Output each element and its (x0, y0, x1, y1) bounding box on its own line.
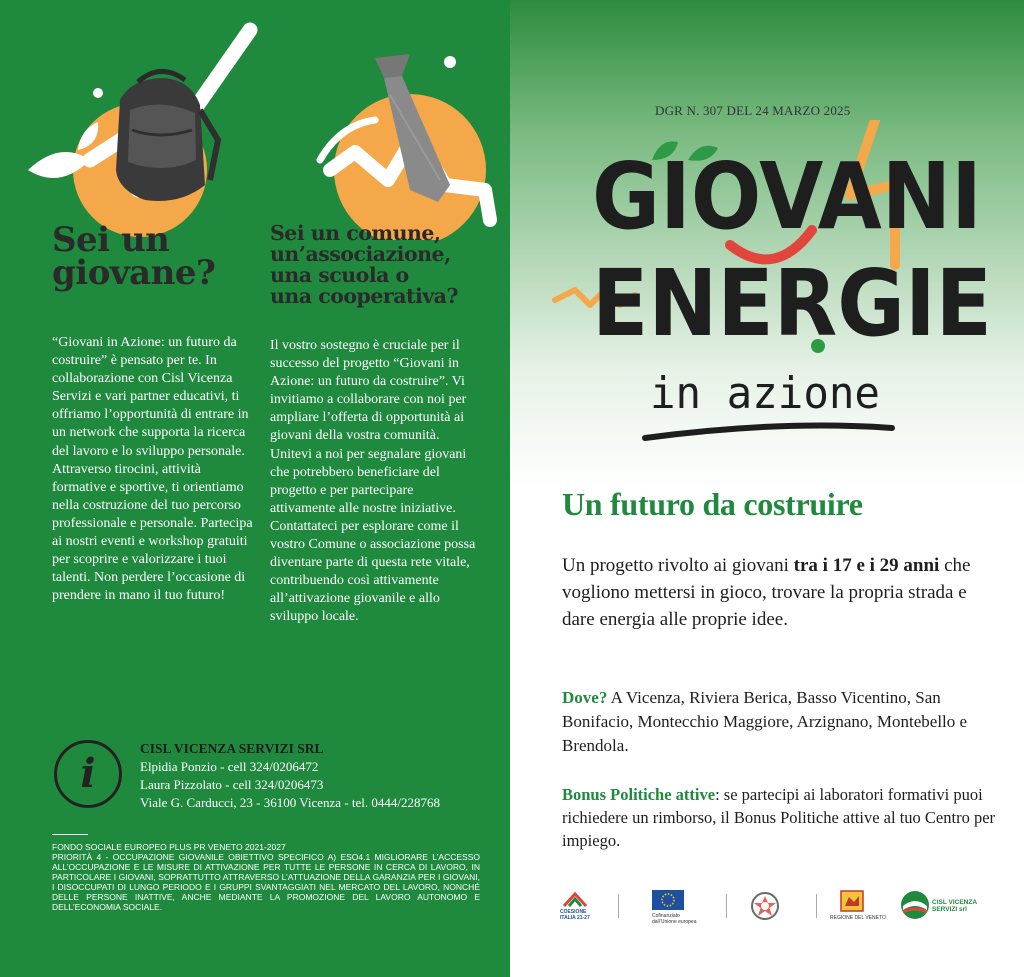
right-panel (510, 0, 1024, 977)
tie-illustration (280, 40, 510, 240)
footer-body: PRIORITÀ 4 - OCCUPAZIONE GIOVANILE OBIETTIVO SPECIFICO A) ESO4.1 MIGLIORARE L’ACCESSO ALL’OCCUPAZIONE E LE MISURE DI ATTIVAZIONE PER TUTTE LE PERSONE IN CERCA DI LAVORO, IN PARTICOLARE I GIOVANI, SOPRATTUTTO ATTRAVERSO L’ATTUAZIONE DELLA GARANZIA PER I GIOVANI, I DISOCCUPATI DI LUNGO PERIODO E I GRUPPI SVANTAGGIATI NEL MERCATO DEL LAVORO, NONCHÉ DELLE PERSONE INATTIVE, ANCHE MEDIANTE LA PROMOZIONE DEL LAVORO AUTONOMO E DELL’ECONOMIA SOCIALE. (52, 852, 480, 912)
logo-line3: in azione (650, 368, 880, 419)
contact-line1: Elpidia Ponzio - cell 324/0206472 (140, 759, 319, 774)
eu-flag-icon (652, 890, 684, 910)
logo-line2: ENERGIE (592, 250, 992, 357)
info-symbol: i (80, 750, 96, 797)
logo-line1: GIOVANI (592, 143, 982, 250)
backpack-illustration (20, 10, 260, 240)
contact-name: CISL VICENZA SERVIZI SRL (140, 741, 324, 756)
bonus-label: Bonus Politiche attive (562, 785, 716, 804)
footer-line1: FONDO SOCIALE EUROPEO PLUS PR VENETO 2021-2027 (52, 842, 286, 852)
coesione-logo (560, 890, 590, 926)
col1-title (52, 220, 262, 293)
cisl-text-2: SERVIZI srl (932, 906, 967, 913)
veneto-text: REGIONE DEL VENETO (830, 915, 886, 921)
footer-legal (52, 842, 480, 912)
white-dot (93, 88, 103, 98)
intro-pre: Un progetto rivolto ai giovani (562, 555, 789, 576)
info-icon (54, 740, 122, 808)
bonus-body: : se partecipi ai laboratori formativi puoi richiedere un rimborso, il Bonus Politiche attive al tuo Centro per impiego. (562, 785, 996, 850)
cisl-logo (900, 890, 980, 926)
intro-age: tra i 17 e i 29 anni (793, 555, 940, 576)
eu-text-1: Cofinanziato (652, 913, 680, 919)
footer-divider (52, 834, 88, 835)
veneto-logo (830, 890, 900, 926)
giovani-energie-logo (550, 120, 1000, 450)
cisl-text-1: CISL VICENZA (932, 899, 978, 906)
col2-title-line2: un’associazione, (270, 242, 451, 266)
logo-separator (726, 894, 727, 918)
coesione-text-2: ITALIA 21-27 (560, 915, 590, 921)
cisl-icon (900, 890, 930, 920)
contact-line2: Laura Pizzolato - cell 324/0206473 (140, 777, 324, 792)
col2-title (270, 223, 500, 307)
dove-label: Dove? (562, 688, 608, 707)
dgr-reference: DGR N. 307 DEL 24 MARZO 2025 (655, 103, 851, 118)
col2-body (270, 337, 476, 627)
col2-body-p1: Il vostro sostegno è cruciale per il successo del progetto “Giovani in Azione: un futuro da costruire”. Vi invitiamo a collaborare con noi per ampliare l’offerta di opportunità ai giovani della vostra comunità. (270, 338, 467, 444)
col2-body-p2: Unitevi a noi per segnalare giovani che potrebbero beneficiare del progetto e per partecipare attivamente alle nostre iniziative. (270, 446, 467, 516)
col1-title-line2: giovane? (52, 253, 216, 293)
eu-text-2: dall’Unione europea (652, 919, 697, 925)
col2-title-line4: una cooperativa? (270, 284, 458, 308)
dove-body: A Vicenza, Riviera Berica, Basso Vicentino, San Bonifacio, Montecchio Maggiore, Arzignano, Montebello e Brendola. (562, 688, 968, 755)
eu-logo (652, 890, 702, 926)
contact-block (140, 740, 440, 812)
coesione-icon (560, 890, 590, 908)
logo-separator (816, 894, 817, 918)
underline-stroke (645, 426, 892, 438)
col2-title-line1: Sei un comune, (270, 221, 441, 245)
dove-text (562, 686, 1002, 758)
logo-separator (618, 894, 619, 918)
bonus-text (562, 783, 1002, 852)
intro-text (562, 552, 1002, 633)
col2-title-line3: una scuola o (270, 263, 409, 287)
partner-logos (560, 886, 980, 930)
italian-republic-emblem-icon (750, 890, 780, 922)
col1-body: “Giovani in Azione: un futuro da costruire” è pensato per te. In collaborazione con Cisl Vicenza Servizi e vari partner educativi, ti offriamo l’opportunità di entrare in un network che supporta la ricerca del lavoro e lo sviluppo personale. Attraverso tirocini, attività formative e sportive, ti orientiamo nella costruzione del tuo percorso professionale e personale. Partecipa ai nostri eventi e workshop gratuiti per scoprire e valorizzare i tuoi talenti. Non perdere l’occasione di prendere in mano il tuo futuro! (52, 335, 253, 604)
col1-title-line1: Sei un (52, 220, 170, 260)
left-panel (0, 0, 510, 977)
headline: Un futuro da costruire (562, 486, 863, 522)
white-dot-2 (444, 56, 456, 68)
intro-post: che vogliono mettersi in gioco, trovare la propria strada e dare energia alle proprie idee. (562, 555, 971, 630)
veneto-lion-icon (840, 890, 864, 912)
coesione-text-1: COESIONE (560, 909, 587, 915)
contact-line3: Viale G. Carducci, 23 - 36100 Vicenza - tel. 0444/228768 (140, 795, 441, 810)
col2-body-p3: Contattateci per esplorare come il vostro Comune o associazione possa diventare parte di questa rete vitale, contribuendo così attivamente all’attivazione giovanile e allo sviluppo locale. (270, 518, 476, 625)
